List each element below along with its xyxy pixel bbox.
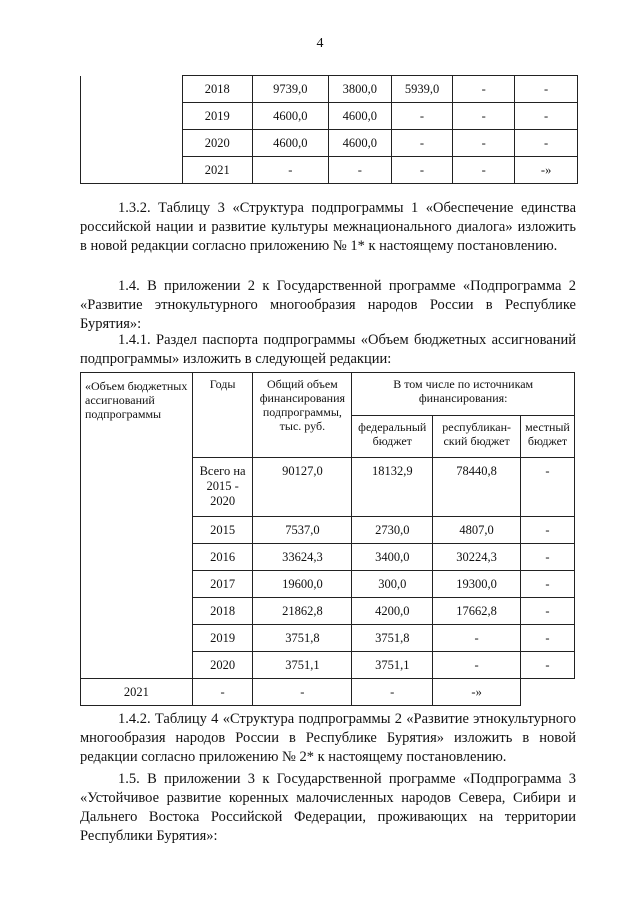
table-cell: - — [253, 679, 352, 706]
table-cell-year: 2019 — [192, 625, 253, 652]
table-cell-year: 2021 — [81, 679, 193, 706]
table-cell: - — [192, 679, 253, 706]
table-cell: - — [515, 76, 578, 103]
column-header-local: местный бюджет — [521, 415, 575, 458]
table-cell: - — [521, 652, 575, 679]
table-cell: 19600,0 — [253, 571, 352, 598]
table-cell: - — [391, 157, 452, 184]
table-cell: - — [453, 76, 515, 103]
table-cell: 3751,8 — [253, 625, 352, 652]
empty-label-cell — [81, 76, 183, 184]
table-header-row — [81, 373, 575, 416]
table-cell: 3751,1 — [352, 652, 433, 679]
paragraph-text: 1.4.1. Раздел паспорта подпрограммы «Объем бюджетных ассигнований подпрограммы» изложить в следующей редакции: — [80, 332, 576, 367]
table-cell: -» — [515, 157, 578, 184]
table-cell: 3751,1 — [253, 652, 352, 679]
budget-allocation-table — [80, 372, 575, 706]
table-cell: 9739,0 — [252, 76, 328, 103]
table-cell: 90127,0 — [253, 458, 352, 517]
table-cell: - — [433, 625, 521, 652]
table-cell: 78440,8 — [433, 458, 521, 517]
table-cell: 30224,3 — [433, 544, 521, 571]
paragraph-text: 1.4.2. Таблицу 4 «Структура подпрограммы 2 «Развитие этнокультурного многообразия народов России в Республике Бурятия» изложить в новой редакции согласно приложению № 2* к настоящему постановлению. — [80, 711, 576, 765]
table-cell: 18132,9 — [352, 458, 433, 517]
table-cell: - — [521, 458, 575, 517]
table-cell-year: 2016 — [192, 544, 253, 571]
table-cell-year: 2017 — [192, 571, 253, 598]
table-cell-year: 2018 — [192, 598, 253, 625]
table-cell: 19300,0 — [433, 571, 521, 598]
table-cell: 2019 — [182, 103, 252, 130]
paragraph-1-3-2 — [80, 199, 576, 256]
table-cell: - — [453, 103, 515, 130]
table-cell: 21862,8 — [253, 598, 352, 625]
table-cell: - — [252, 157, 328, 184]
table-cell: - — [433, 652, 521, 679]
paragraph-text: 1.4. В приложении 2 к Государственной программе «Подпрограмма 2 «Развитие этнокультурного многообразия народов России в Республике Бурятия»: — [80, 278, 576, 332]
table-cell: - — [521, 598, 575, 625]
table-cell: - — [521, 571, 575, 598]
funding-table-continued — [80, 75, 578, 184]
table-cell: 2730,0 — [352, 517, 433, 544]
table-cell: 4600,0 — [252, 103, 328, 130]
table-cell: 4200,0 — [352, 598, 433, 625]
table-cell: 2020 — [182, 130, 252, 157]
table-cell: 4600,0 — [252, 130, 328, 157]
table-cell: - — [515, 103, 578, 130]
column-header-republic: республикан-ский бюджет — [433, 415, 521, 458]
table-cell: - — [521, 517, 575, 544]
table-cell: - — [391, 130, 452, 157]
table-cell: 7537,0 — [253, 517, 352, 544]
table-cell: 4807,0 — [433, 517, 521, 544]
paragraph-text: 1.3.2. Таблицу 3 «Структура подпрограммы 1 «Обеспечение единства российской нации и развитие культуры межнационального диалога» изложить в новой редакции согласно приложению № 1* к настоящему постановлению. — [80, 200, 576, 254]
table-cell: 3400,0 — [352, 544, 433, 571]
table-cell: 3800,0 — [328, 76, 391, 103]
table-cell: 4600,0 — [328, 103, 391, 130]
column-header-sources: В том числе по источникам финансирования: — [352, 373, 575, 416]
paragraph-1-4-2 — [80, 710, 576, 767]
table-cell: 300,0 — [352, 571, 433, 598]
budget-label-cell: «Объем бюджетных ассигнований подпрограммы — [81, 373, 193, 679]
paragraph-1-5 — [80, 770, 576, 846]
table-cell: 2018 — [182, 76, 252, 103]
table-cell-year: 2015 — [192, 517, 253, 544]
table-cell-year: 2020 — [192, 652, 253, 679]
paragraph-1-4 — [80, 277, 576, 334]
table-cell: -» — [433, 679, 521, 706]
table-cell: - — [391, 103, 452, 130]
paragraph-text: 1.5. В приложении 3 к Государственной программе «Подпрограмма 3 «Устойчивое развитие коренных малочисленных народов Севера, Сибири и Дальнего Востока Российской Федерации, проживающих на территории Республики Бурятия»: — [80, 771, 576, 844]
column-header-total: Общий объем финансирования подпрограммы, тыс. руб. — [253, 373, 352, 458]
paragraph-1-4-1 — [80, 331, 576, 369]
table-cell-year: Всего на 2015 - 2020 — [192, 458, 253, 517]
column-header-federal: федеральный бюджет — [352, 415, 433, 458]
column-header-years: Годы — [192, 373, 253, 458]
table-cell: 2021 — [182, 157, 252, 184]
table-cell: - — [515, 130, 578, 157]
page-number: 4 — [316, 36, 324, 51]
table-cell: - — [352, 679, 433, 706]
table-cell: 4600,0 — [328, 130, 391, 157]
table-cell: - — [521, 625, 575, 652]
table-row — [81, 679, 575, 706]
table-cell: - — [328, 157, 391, 184]
table-cell: 3751,8 — [352, 625, 433, 652]
table-cell: - — [521, 544, 575, 571]
table-cell: - — [453, 130, 515, 157]
table-cell: 17662,8 — [433, 598, 521, 625]
table-row — [81, 76, 578, 103]
table-cell: 5939,0 — [391, 76, 452, 103]
table-cell: 33624,3 — [253, 544, 352, 571]
table-cell: - — [453, 157, 515, 184]
